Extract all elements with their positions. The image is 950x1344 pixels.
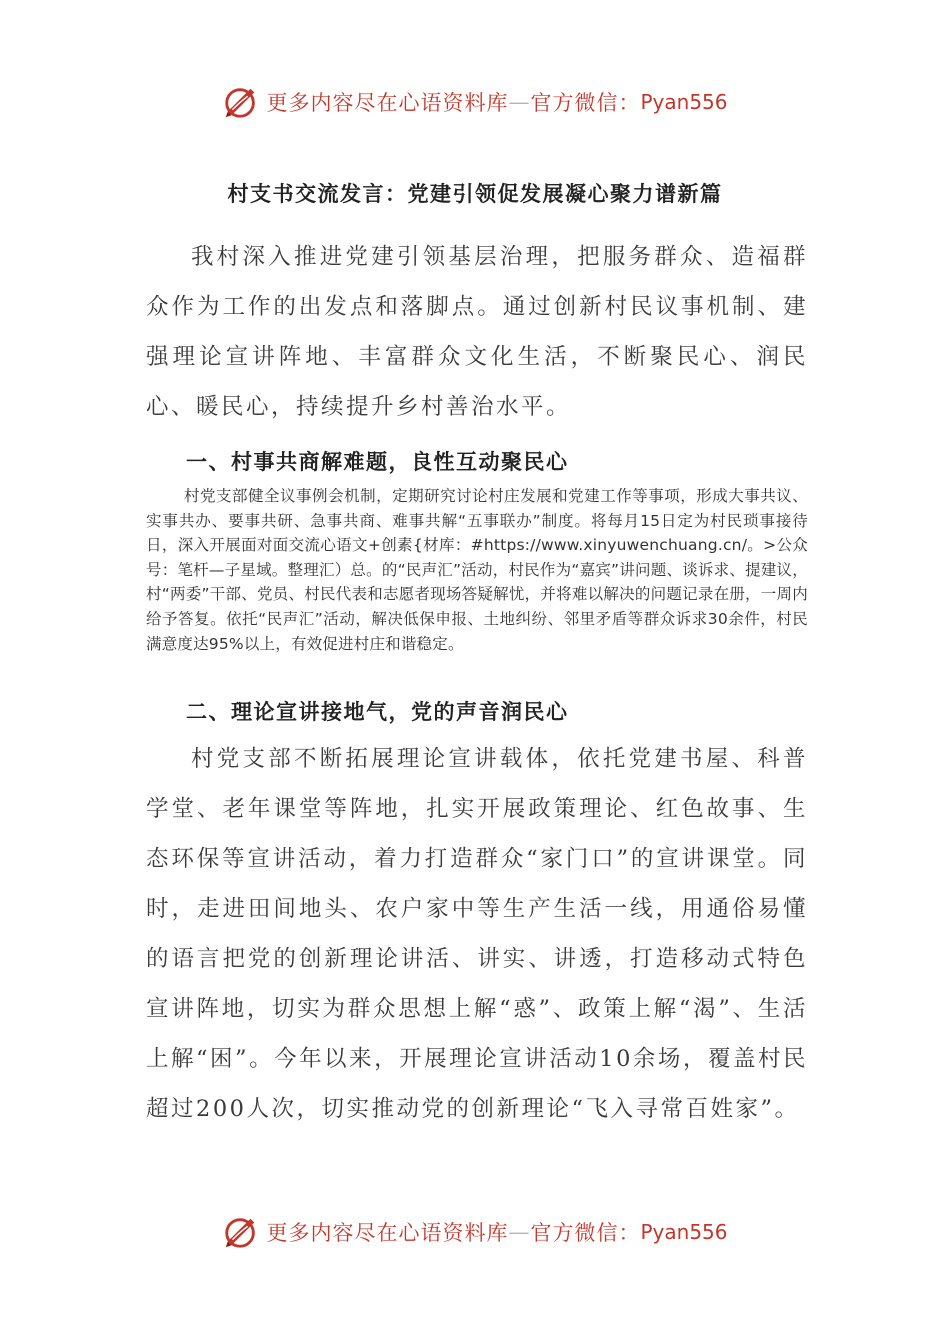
intro-paragraph: 我村深入推进党建引领基层治理，把服务群众、造福群众作为工作的出发点和落脚点。通过创新村民议事机制、建强理论宣讲阵地、丰富群众文化生活，不断聚民心、润民心、暖民心，持续提升乡村善治水平。 xyxy=(146,244,808,420)
banner-main-text: 更多内容尽在心语资料库 xyxy=(266,1221,509,1245)
banner-wechat-id: Pyan556 xyxy=(640,1220,728,1244)
banner-wechat-label: 官方微信： xyxy=(530,91,641,115)
banner-wechat-id: Pyan556 xyxy=(640,90,728,114)
section-1-body: 村党支部健全议事例会机制，定期研究讨论村庄发展和党建工作等事项，形成大事共议、实事共办、要事共研、急事共商、难事共解“五事联办”制度。将每月15日定为村民琐事接待日，深入开展面对面交流心语文+创素{材库：#https://www.xinyuwenchuang.cn/。>公众号：笔杆—子星域。整理汇）总。的“民声汇”活动，村民作为“嘉宾”讲问题、谈诉求、提建议，村“两委”干部、党员、村民代表和志愿者现场答疑解忧，并将难以解决的问题记录在册，一周内给予答复。依托“民声汇”活动，解决低保申报、土地纠纷、邻里矛盾等群众诉求30余件，村民满意度达95%以上，有效促进村庄和谐稳定。 xyxy=(146,487,808,653)
document-title: 村支书交流发言：党建引领促发展凝心聚力谱新篇 xyxy=(227,181,723,206)
section-2-heading: 二、理论宣讲接地气，党的声音润民心 xyxy=(186,700,569,724)
header-banner xyxy=(0,82,950,122)
banner-wechat-label: 官方微信： xyxy=(530,1221,641,1245)
banner-separator: — xyxy=(508,90,531,114)
banner-main-text: 更多内容尽在心语资料库 xyxy=(266,91,509,115)
banner-separator: — xyxy=(508,1220,531,1244)
footer-banner xyxy=(0,1212,950,1252)
section-1-heading: 一、村事共商解难题，良性互动聚民心 xyxy=(186,450,569,474)
pen-logo-icon xyxy=(222,83,260,121)
pen-logo-icon xyxy=(222,1213,260,1251)
section-2-body: 村党支部不断拓展理论宣讲载体，依托党建书屋、科普学堂、老年课堂等阵地，扎实开展政策理论、红色故事、生态环保等宣讲活动，着力打造群众“家门口”的宣讲课堂。同时，走进田间地头、农户家中等生产生活一线，用通俗易懂的语言把党的创新理论讲活、讲实、讲透，打造移动式特色宣讲阵地，切实为群众思想上解“惑”、政策上解“渴”、生活上解“困”。今年以来，开展理论宣讲活动10余场，覆盖村民超过200人次，切实推动党的创新理论“飞入寻常百姓家”。 xyxy=(146,746,808,1122)
